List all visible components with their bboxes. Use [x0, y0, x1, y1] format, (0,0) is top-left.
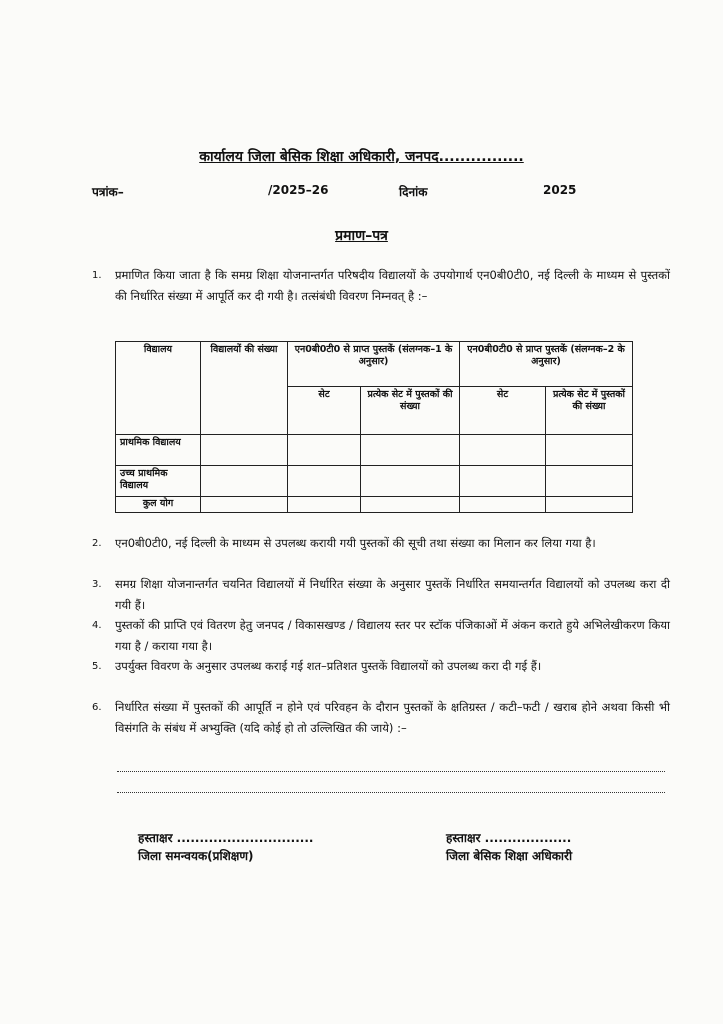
item-number: 4.	[92, 620, 102, 631]
table-cell	[361, 497, 460, 513]
table-row	[116, 497, 633, 513]
item-text: एन0बी0टी0, नई दिल्ली के माध्यम से उपलब्ध करायी गयी पुस्तकों की सूची तथा संख्या का मिलान कर लिया गया है।	[115, 536, 596, 550]
patrank-label: पत्रांक–	[92, 185, 124, 199]
item-number: 3.	[92, 579, 102, 590]
table-cell	[201, 466, 288, 497]
table-cell	[460, 466, 546, 497]
date-label: दिनांक	[399, 185, 428, 199]
subheader-books-per-set-2: प्रत्येक सेट में पुस्तकों की संख्या	[546, 387, 633, 435]
header-school: विद्यालय	[116, 342, 201, 435]
item-text: प्रमाणित किया जाता है कि समग्र शिक्षा योजनान्तर्गत परिषदीय विद्यालयों के उपयोगार्थ एन0बी0टी0, नई दिल्ली के माध्यम से पुस्तकों की निर्धारित संख्या में आपूर्ति कर दी गयी है। तत्संबंधी विवरण निम्नवत् है :–	[115, 268, 670, 303]
subheader-set-1: सेट	[288, 387, 361, 435]
table-row	[116, 435, 633, 466]
subheader-set-2: सेट	[460, 387, 546, 435]
table-cell	[361, 466, 460, 497]
table-cell	[546, 466, 633, 497]
table-cell	[546, 497, 633, 513]
remarks-line	[117, 791, 665, 793]
item-number: 2.	[92, 538, 102, 549]
header-school-count: विद्यालयों की संख्या	[201, 342, 288, 435]
item-number: 6.	[92, 702, 102, 713]
table-cell	[361, 435, 460, 466]
left-signature-line: हस्ताक्षर ..............................	[138, 831, 314, 845]
item-number: 5.	[92, 661, 102, 672]
item-text: उपर्युक्त विवरण के अनुसार उपलब्ध कराई गई शत–प्रतिशत पुस्तकें विद्यालयों को उपलब्ध करा दी गई हैं।	[115, 659, 542, 673]
table-cell	[460, 497, 546, 513]
office-heading	[0, 147, 723, 166]
table-row	[116, 466, 633, 497]
header-group-1: एन0बी0टी0 से प्राप्त पुस्तकें (संलग्नक–1 के अनुसार)	[288, 342, 460, 387]
right-signature-line: हस्ताक्षर ...................	[446, 831, 572, 845]
left-signatory-title: जिला समन्वयक(प्रशिक्षण)	[138, 849, 254, 863]
document-title: प्रमाण–पत्र	[335, 228, 388, 244]
header-group-2: एन0बी0टी0 से प्राप्त पुस्तकें (संलग्नक–2 के अनुसार)	[460, 342, 633, 387]
row-label-primary: प्राथमिक विद्यालय	[116, 435, 201, 466]
books-table	[115, 341, 633, 513]
year-range: /2025–26	[268, 183, 329, 197]
item-text: समग्र शिक्षा योजनान्तर्गत चयनित विद्यालयों में निर्धारित संख्या के अनुसार पुस्तकें निर्धारित समयान्तर्गत विद्यालयों को उपलब्ध करा दी गयी हैं।	[115, 577, 670, 612]
table-cell	[201, 497, 288, 513]
office-title: कार्यालय जिला बेसिक शिक्षा अधिकारी, जनपद................	[199, 149, 524, 165]
table-cell	[288, 435, 361, 466]
table-cell	[201, 435, 288, 466]
table-cell	[288, 466, 361, 497]
date-year: 2025	[543, 183, 577, 197]
row-label-total: कुल योग	[116, 497, 201, 513]
table-cell	[460, 435, 546, 466]
subheader-books-per-set-1: प्रत्येक सेट में पुस्तकों की संख्या	[361, 387, 460, 435]
right-signatory-title: जिला बेसिक शिक्षा अधिकारी	[446, 849, 573, 863]
item-text: निर्धारित संख्या में पुस्तकों की आपूर्ति न होने एवं परिवहन के दौरान पुस्तकों के क्षतिग्रस्त / कटी–फटी / खराब होने अथवा किसी भी विसंगति के संबंध में अभ्युक्ति (यदि कोई हो तो उल्लिखित की जाये) :–	[115, 700, 670, 735]
table-header-row	[116, 342, 633, 387]
row-label-upper-primary: उच्च प्राथमिक विद्यालय	[116, 466, 201, 497]
table-cell	[288, 497, 361, 513]
item-number: 1.	[92, 270, 102, 281]
table-cell	[546, 435, 633, 466]
remarks-line	[117, 770, 665, 772]
item-text: पुस्तकों की प्राप्ति एवं वितरण हेतु जनपद / विकासखण्ड / विद्यालय स्तर पर स्टॉक पंजिकाओं में अंकन कराते हुये अभिलेखीकरण किया गया है / कराया गया है।	[115, 618, 670, 653]
